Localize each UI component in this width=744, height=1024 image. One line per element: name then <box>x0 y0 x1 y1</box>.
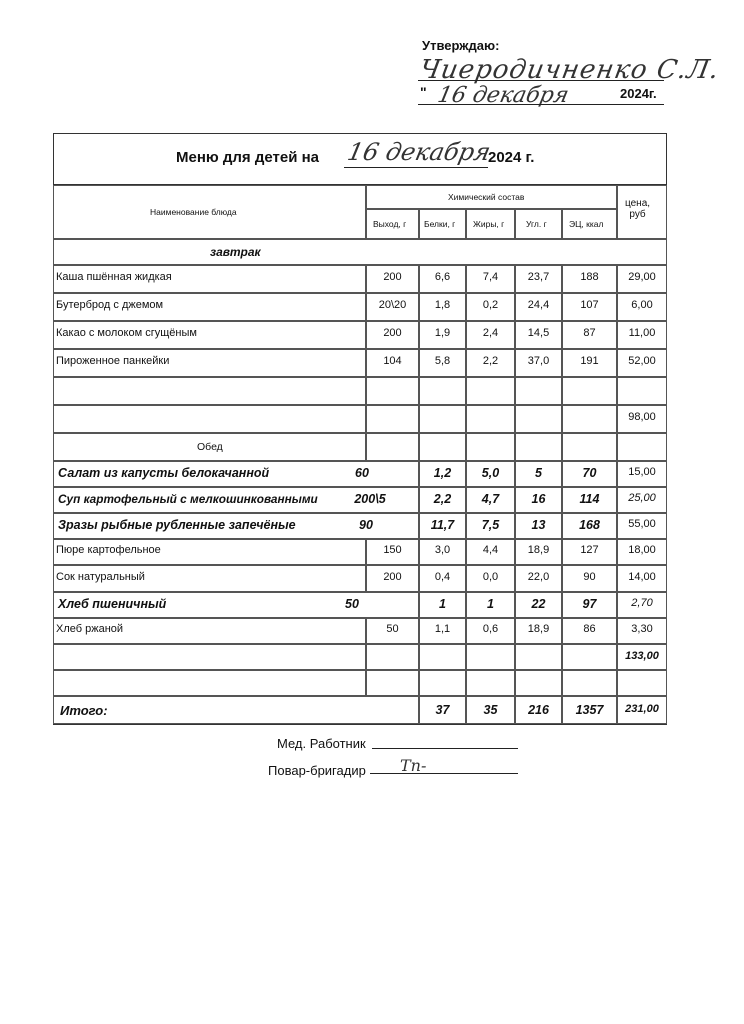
lunch-section-row-kcal-cell <box>562 433 617 461</box>
lunch-row-5-kcal: 90 <box>583 570 596 583</box>
breakfast-row-2-yield: 20\20 <box>378 299 407 311</box>
grand-total-protein: 37 <box>435 703 450 717</box>
approval-date-quote: " <box>420 84 427 100</box>
cook-signature: Тп- <box>400 756 427 775</box>
breakfast-row-4-name: Пироженное панкейки <box>56 355 170 367</box>
breakfast-row-1-price: 29,00 <box>628 271 656 283</box>
breakfast-row-2-protein: 1,8 <box>434 299 451 311</box>
lunch-empty-row-price-cell <box>617 670 667 696</box>
lunch-empty-row-yield-cell <box>366 670 419 696</box>
lunch-total-row-protein-cell <box>419 644 466 670</box>
lunch-row-6-yield: 50 <box>345 597 359 611</box>
breakfast-row-3-price: 11,00 <box>628 327 656 339</box>
lunch-section-row-carb-cell <box>515 433 562 461</box>
lunch-row-2-kcal: 114 <box>579 492 600 506</box>
header-kcal: ЭЦ, ккал <box>569 219 604 229</box>
breakfast-total-row-fat-cell <box>466 405 515 433</box>
breakfast-total-row-kcal-cell <box>562 405 617 433</box>
lunch-row-6-carb: 22 <box>531 597 546 611</box>
lunch-row-3-protein: 11,7 <box>430 518 455 532</box>
lunch-row-4-name: Пюре картофельное <box>56 544 161 556</box>
approval-label: Утверждаю: <box>422 38 500 53</box>
menu-title: Меню для детей на <box>176 149 319 166</box>
breakfast-empty-row-kcal-cell <box>562 377 617 405</box>
breakfast-row-1-protein: 6,6 <box>434 271 451 283</box>
lunch-empty-row-name-cell <box>53 670 366 696</box>
signature-line <box>418 80 664 81</box>
lunch-row-6-fat: 1 <box>487 597 494 611</box>
grand-total-carb: 216 <box>528 703 549 717</box>
breakfast-empty-row-price-cell <box>617 377 667 405</box>
lunch-row-4-protein: 3,0 <box>434 544 451 556</box>
breakfast-row-1-kcal: 188 <box>580 271 599 283</box>
breakfast-empty-row-name-cell <box>53 377 366 405</box>
lunch-row-7-fat: 0,6 <box>482 623 499 635</box>
cook-label: Повар-бригадир <box>268 763 366 778</box>
lunch-row-5-carb: 22,0 <box>527 570 550 583</box>
lunch-row-5-name: Сок натуральный <box>56 570 145 583</box>
lunch-row-5-price: 14,00 <box>628 570 656 583</box>
lunch-row-2-name: Суп картофельный с мелкошинкованными <box>58 492 318 506</box>
lunch-total: 133,00 <box>625 650 659 662</box>
breakfast-row-1-fat: 7,4 <box>482 271 499 283</box>
lunch-row-1-kcal: 70 <box>582 466 597 480</box>
breakfast-label: завтрак <box>210 245 261 259</box>
grand-total-label: Итого: <box>60 703 108 718</box>
header-carb: Угл. г <box>526 219 547 229</box>
menu-title-year: 2024 г. <box>488 149 535 166</box>
menu-title-date: 16 декабря <box>345 138 494 166</box>
breakfast-total-row-name-cell <box>53 405 366 433</box>
lunch-row-3-price: 55,00 <box>628 518 656 530</box>
lunch-row-4-yield: 150 <box>383 544 402 556</box>
breakfast-row-2-carb: 24,4 <box>527 299 550 311</box>
lunch-row-7-name: Хлеб ржаной <box>56 623 124 635</box>
lunch-row-7-protein: 1,1 <box>434 623 451 635</box>
lunch-empty-row-carb-cell <box>515 670 562 696</box>
lunch-empty-row-protein-cell <box>419 670 466 696</box>
lunch-row-2-protein: 2,2 <box>433 492 452 506</box>
breakfast-empty-row-fat-cell <box>466 377 515 405</box>
breakfast-row-1-name: Каша пшённая жидкая <box>56 271 172 283</box>
date-line <box>418 104 664 105</box>
lunch-total-row-kcal-cell <box>562 644 617 670</box>
lunch-row-6-protein: 1 <box>439 597 446 611</box>
lunch-row-4-carb: 18,9 <box>527 544 550 556</box>
lunch-row-3-fat: 7,5 <box>481 518 500 532</box>
grand-total-kcal: 1357 <box>575 703 604 717</box>
header-yield: Выход, г <box>373 219 407 229</box>
lunch-row-1-yield: 60 <box>355 466 369 480</box>
breakfast-row-4-kcal: 191 <box>580 355 599 367</box>
lunch-row-6-name: Хлеб пшеничный <box>58 597 167 611</box>
lunch-total-row-name-cell <box>53 644 366 670</box>
lunch-row-3-carb: 13 <box>531 518 546 532</box>
lunch-total-row-yield-cell <box>366 644 419 670</box>
title-date-line <box>344 167 488 168</box>
breakfast-row-3-name: Какао с молоком сгущёным <box>56 327 197 339</box>
breakfast-section-row <box>53 239 667 265</box>
lunch-row-7-price: 3,30 <box>631 623 653 635</box>
lunch-row-6-price: 2,70 <box>631 597 653 609</box>
lunch-total-row-carb-cell <box>515 644 562 670</box>
lunch-total-row-fat-cell <box>466 644 515 670</box>
breakfast-row-2-name: Бутерброд с джемом <box>56 299 164 311</box>
approval-signature: Чиеродичненко С.Л. <box>417 55 722 85</box>
lunch-empty-row-kcal-cell <box>562 670 617 696</box>
lunch-row-5-fat: 0,0 <box>482 570 499 583</box>
approval-year: 2024г. <box>620 86 657 101</box>
breakfast-row-3-protein: 1,9 <box>434 327 451 339</box>
breakfast-empty-row-carb-cell <box>515 377 562 405</box>
header-protein: Белки, г <box>424 219 456 229</box>
lunch-section-row-fat-cell <box>466 433 515 461</box>
lunch-row-6-kcal: 97 <box>582 597 597 611</box>
breakfast-row-4-fat: 2,2 <box>482 355 499 367</box>
lunch-row-1-name: Салат из капусты белокачанной <box>58 466 270 480</box>
breakfast-total-row-protein-cell <box>419 405 466 433</box>
approval-date-handwritten: 16 декабря <box>435 83 571 108</box>
breakfast-row-3-yield: 200 <box>383 327 402 339</box>
breakfast-row-4-carb: 37,0 <box>527 355 550 367</box>
lunch-label: Обед <box>197 441 223 453</box>
lunch-row-1-protein: 1,2 <box>433 466 452 480</box>
lunch-row-1-price: 15,00 <box>628 466 656 478</box>
breakfast-empty-row-protein-cell <box>419 377 466 405</box>
header-fat: Жиры, г <box>473 219 505 229</box>
lunch-row-5-protein: 0,4 <box>434 570 451 583</box>
lunch-row-3-kcal: 168 <box>579 518 600 532</box>
breakfast-row-3-carb: 14,5 <box>527 327 550 339</box>
breakfast-row-3-fat: 2,4 <box>482 327 499 339</box>
lunch-empty-row-fat-cell <box>466 670 515 696</box>
breakfast-row-3-kcal: 87 <box>583 327 596 339</box>
grand-total-name-cell <box>53 696 419 724</box>
breakfast-row-4-yield: 104 <box>383 355 402 367</box>
lunch-row-3-name: Зразы рыбные рубленные запечёные <box>58 518 296 532</box>
lunch-row-4-price: 18,00 <box>628 544 656 556</box>
lunch-section-row-yield-cell <box>366 433 419 461</box>
lunch-row-3-yield: 90 <box>359 518 373 532</box>
lunch-row-2-carb: 16 <box>531 492 546 506</box>
lunch-row-2-price: 25,00 <box>628 492 656 504</box>
med-worker-line <box>372 748 518 749</box>
header-price: цена, руб <box>625 198 651 220</box>
lunch-section-row-price-cell <box>617 433 667 461</box>
cook-line <box>370 773 518 774</box>
grand-total-fat: 35 <box>483 703 498 717</box>
breakfast-total: 98,00 <box>628 411 656 423</box>
lunch-section-row-protein-cell <box>419 433 466 461</box>
lunch-row-7-kcal: 86 <box>583 623 596 635</box>
breakfast-row-2-price: 6,00 <box>631 299 653 311</box>
breakfast-row-2-fat: 0,2 <box>482 299 499 311</box>
med-worker-label: Мед. Работник <box>277 736 366 751</box>
lunch-row-5-yield: 200 <box>383 570 402 583</box>
lunch-row-7-yield: 50 <box>386 623 399 635</box>
lunch-row-2-yield: 200\5 <box>354 492 386 506</box>
breakfast-empty-row-yield-cell <box>366 377 419 405</box>
lunch-row-7-carb: 18,9 <box>527 623 550 635</box>
lunch-row-1-fat: 5,0 <box>481 466 500 480</box>
header-chem: Химический состав <box>448 192 525 202</box>
lunch-row-4-fat: 4,4 <box>482 544 499 556</box>
breakfast-row-4-price: 52,00 <box>628 355 656 367</box>
header-name: Наименование блюда <box>150 207 237 217</box>
breakfast-total-row-yield-cell <box>366 405 419 433</box>
lunch-row-4-kcal: 127 <box>580 544 599 556</box>
grand-total-price: 231,00 <box>625 703 659 715</box>
breakfast-row-1-carb: 23,7 <box>527 271 550 283</box>
breakfast-row-4-protein: 5,8 <box>434 355 451 367</box>
breakfast-total-row-carb-cell <box>515 405 562 433</box>
breakfast-row-2-kcal: 107 <box>580 299 599 311</box>
breakfast-row-1-yield: 200 <box>383 271 402 283</box>
lunch-row-1-carb: 5 <box>535 466 542 480</box>
lunch-row-2-fat: 4,7 <box>481 492 500 506</box>
